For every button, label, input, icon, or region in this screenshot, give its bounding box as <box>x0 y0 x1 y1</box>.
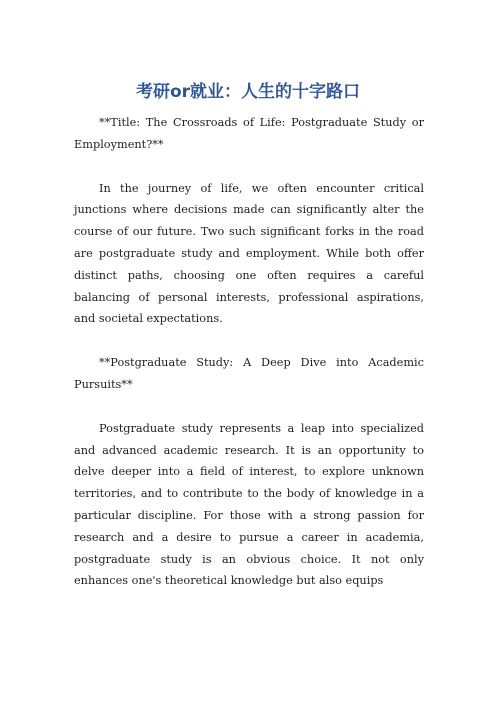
paragraph-title-line: **Title: The Crossroads of Life: Postgraduate Study or Employment?** <box>74 116 428 151</box>
paragraph-postgraduate-study: Postgraduate study represents a leap into specialized and advanced academic research. It is an opportunity to delve deeper into a field of interest, to explore unknown territories, and to contribute to the body of knowledge in a particular discipline. For those with a strong passion for research and a desire to pursue a career in academia, postgraduate study is an obvious choice. It not only enhances one's theoretical knowledge but also equips <box>74 421 428 588</box>
document-title: 考研or就业：人生的十字路口 <box>135 82 361 102</box>
paragraph-intro: In the journey of life, we often encounter critical junctions where decisions made can significantly alter the course of our future. Two such significant forks in the road are postgraduate study and employment. While both offer distinct paths, choosing one often requires a careful balancing of personal interests, professional aspirations, and societal expectations. <box>74 181 428 326</box>
document-body <box>74 112 428 614</box>
paragraph-section-heading: **Postgraduate Study: A Deep Dive into Academic Pursuits** <box>74 356 428 391</box>
